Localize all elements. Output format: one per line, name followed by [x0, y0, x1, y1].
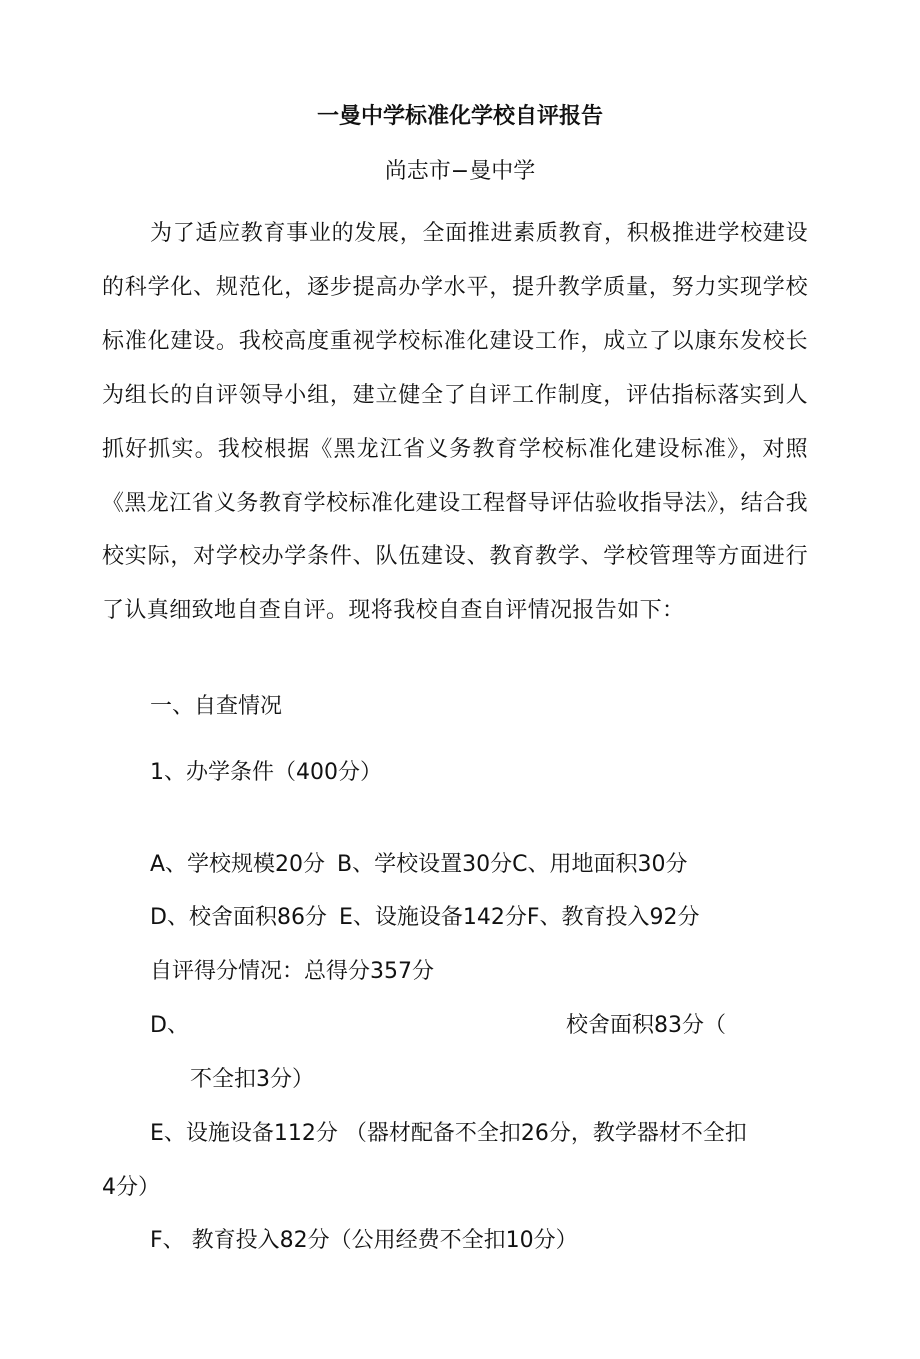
f-line: F、 教育投入82分（公用经费不全扣10分）: [150, 1228, 578, 1253]
e-line-continued: 4分）: [102, 1175, 160, 1200]
document-title: 一曼中学标准化学校自评报告: [316, 104, 603, 129]
criterion-b: B、学校设置30分: [337, 852, 513, 877]
criteria-line-2: [150, 901, 700, 935]
criterion-e: E、设施设备142分: [338, 905, 527, 930]
intro-paragraph: 为了适应教育事业的发展，全面推进素质教育，积极推进学校建设的科学化、规范化，逐步提高办学水平，提升教学质量，努力实现学校标准化建设。我校高度重视学校标准化建设工作，成立了以康东发校长为组长的自评领导小组，建立健全了自评工作制度，评估指标落实到人抓好抓实。我校根据《黑龙江省义务教育学校标准化建设标准》，对照《黑龙江省义务教育学校标准化建设工程督导评估验收指导法》，结合我校实际，对学校办学条件、队伍建设、教育教学、学校管理等方面进行了认真细致地自查自评。现将我校自查自评情况报告如下：: [102, 221, 808, 624]
e-line: E、设施设备112分 （器材配备不全扣26分，教学器材不全扣: [150, 1121, 747, 1146]
criterion-c: C、用地面积30分: [512, 852, 688, 877]
criteria-line-1: [150, 848, 688, 882]
criterion-d: D、校舍面积86分: [150, 905, 327, 930]
document-subtitle: 尚志市−曼中学: [384, 159, 536, 184]
d-label: D、: [150, 1013, 189, 1038]
d-detail-continued: 不全扣3分）: [190, 1067, 314, 1092]
score-summary: 自评得分情况：总得分357分: [150, 959, 434, 984]
d-detail: 校舍面积83分（: [566, 1013, 726, 1038]
section1-heading: 一、自查情况: [150, 694, 283, 719]
criterion-f: F、教育投入92分: [526, 905, 700, 930]
item1-heading: 1、办学条件（400分）: [150, 760, 382, 785]
criterion-a: A、学校规模20分: [150, 852, 326, 877]
